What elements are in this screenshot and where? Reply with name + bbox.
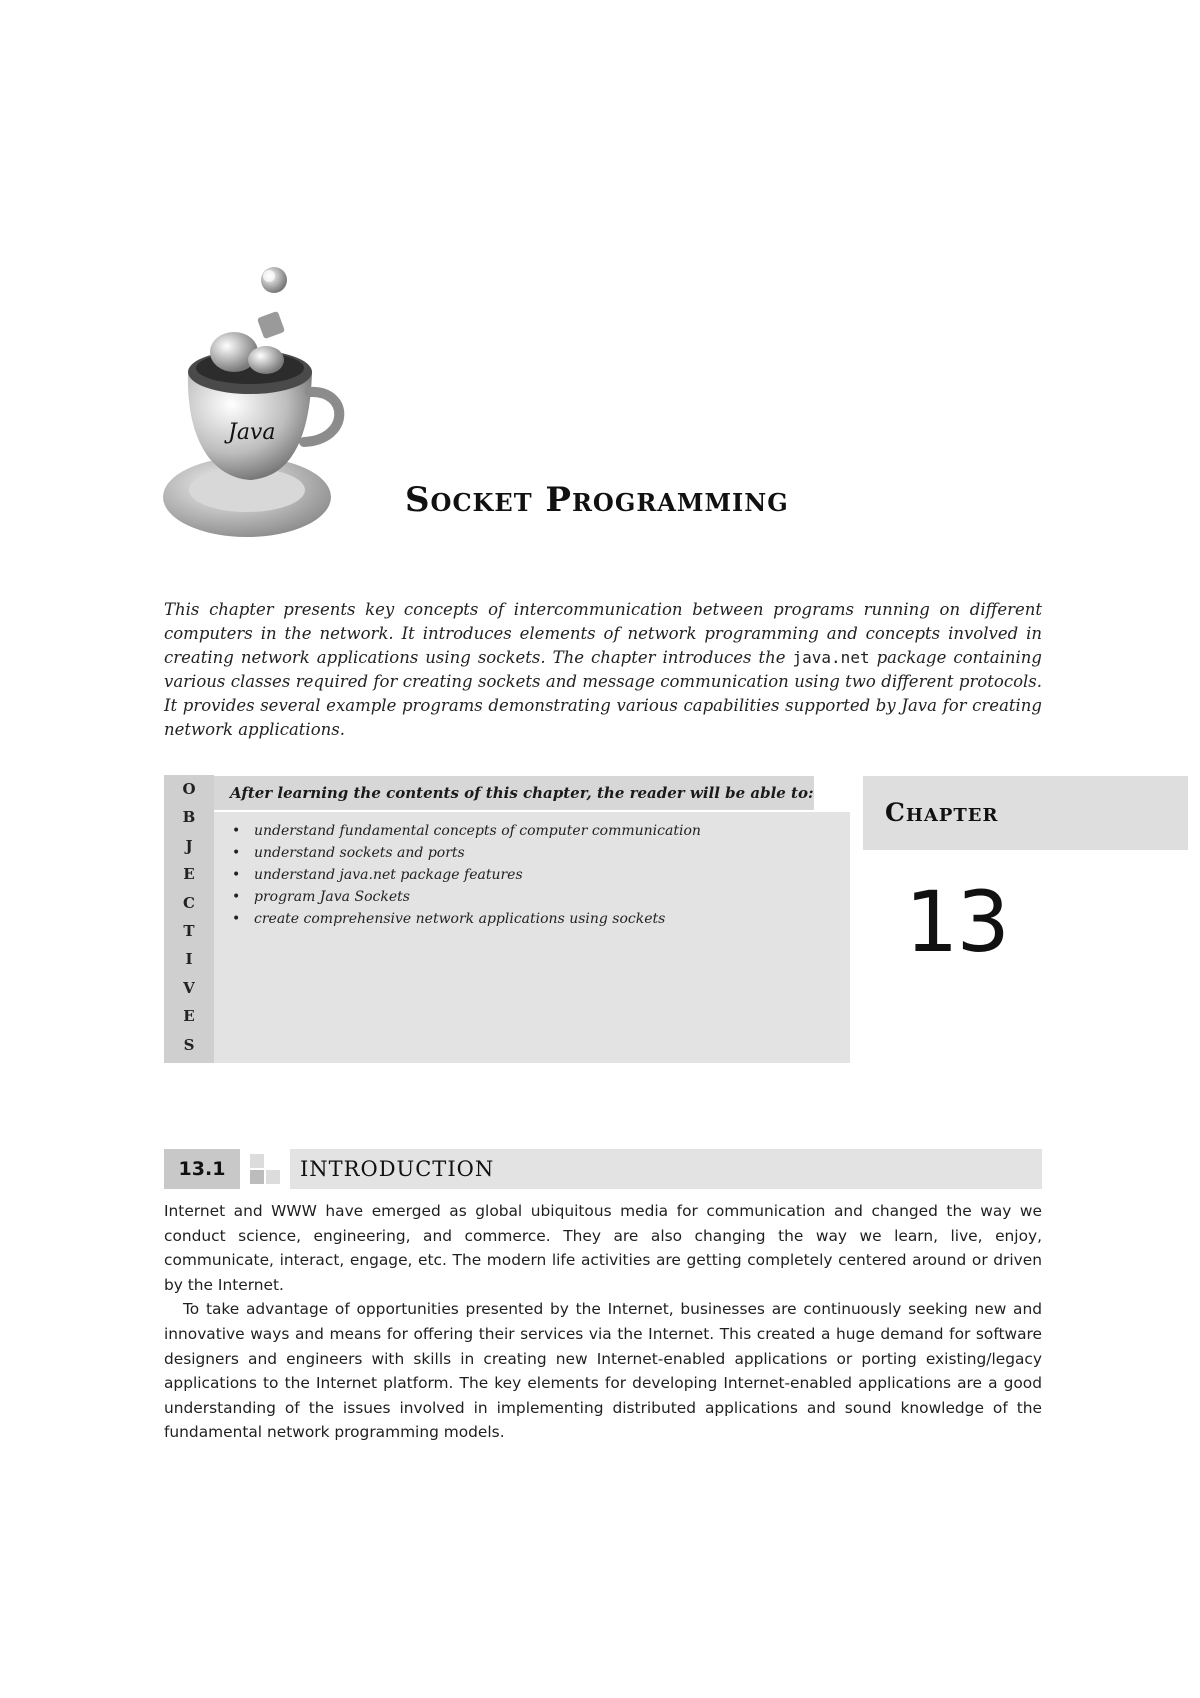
- section-decoration-icon: [250, 1154, 282, 1184]
- section-body: [164, 1199, 1042, 1445]
- objectives-letter: S: [183, 1035, 195, 1054]
- intro-text-1: This chapter presents key concepts of intercommunication between programs running on different computers in the network. It introduces elements of network programming and concepts involved in creating network applications using sockets. The chapter introduces the: [164, 600, 1042, 667]
- java-cup-logo: [162, 262, 362, 547]
- objective-item: • create comprehensive network applications using sockets: [232, 908, 850, 930]
- intro-text-2: package containing various classes required for creating sockets and message communication using two different protocols. It provides several example programs demonstrating various capabilities supported by Java for creating network applications.: [164, 648, 1042, 739]
- objective-item: • program Java Sockets: [232, 886, 850, 908]
- chapter-intro: [164, 598, 1042, 742]
- objective-item: • understand fundamental concepts of computer communication: [232, 820, 850, 842]
- objectives-letter: V: [183, 978, 195, 997]
- section-number: 13.1: [164, 1149, 240, 1189]
- objectives-letter: E: [183, 865, 195, 884]
- objective-item: • understand sockets and ports: [232, 842, 850, 864]
- objectives-list: [214, 812, 850, 930]
- chapter-label: Chapter: [863, 776, 1188, 850]
- objectives-letter: I: [185, 950, 193, 969]
- objectives-letter: B: [182, 808, 196, 827]
- body-paragraph: Internet and WWW have emerged as global ubiquitous media for communication and changed the way we conduct science, engineering, and commerce. They are also changing the way we learn, live, enjoy, communicate, interact, engage, etc. The modern life activities are getting completely centered around or driven by the Internet.: [164, 1202, 1042, 1294]
- objectives-box: [214, 812, 850, 1063]
- objectives-letter: E: [183, 1007, 195, 1026]
- objectives-strip: [164, 775, 214, 1063]
- objectives-heading: After learning the contents of this chapter, the reader will be able to:: [214, 776, 814, 810]
- logo-label: Java: [228, 420, 276, 445]
- objectives-letter: T: [183, 921, 195, 940]
- objective-item: • understand java.net package features: [232, 864, 850, 886]
- section-title: INTRODUCTION: [300, 1157, 495, 1181]
- chapter-title: Socket Programming: [405, 480, 789, 520]
- intro-code: java.net: [792, 648, 870, 667]
- body-paragraph: To take advantage of opportunities presented by the Internet, businesses are continuously seeking new and innovative ways and means for offering their services via the Internet. This created a huge demand for software designers and engineers with skills in creating new Internet-enabled applications or porting existing/legacy applications to the Internet platform. The key elements for developing Internet-enabled applications are a good understanding of the issues involved in implementing distributed applications and sound knowledge of the fundamental network programming models.: [164, 1300, 1042, 1442]
- objectives-letter: C: [183, 893, 195, 912]
- objectives-letter: O: [182, 780, 196, 798]
- objectives-letter: J: [185, 836, 193, 855]
- chapter-number: 13: [905, 873, 1008, 971]
